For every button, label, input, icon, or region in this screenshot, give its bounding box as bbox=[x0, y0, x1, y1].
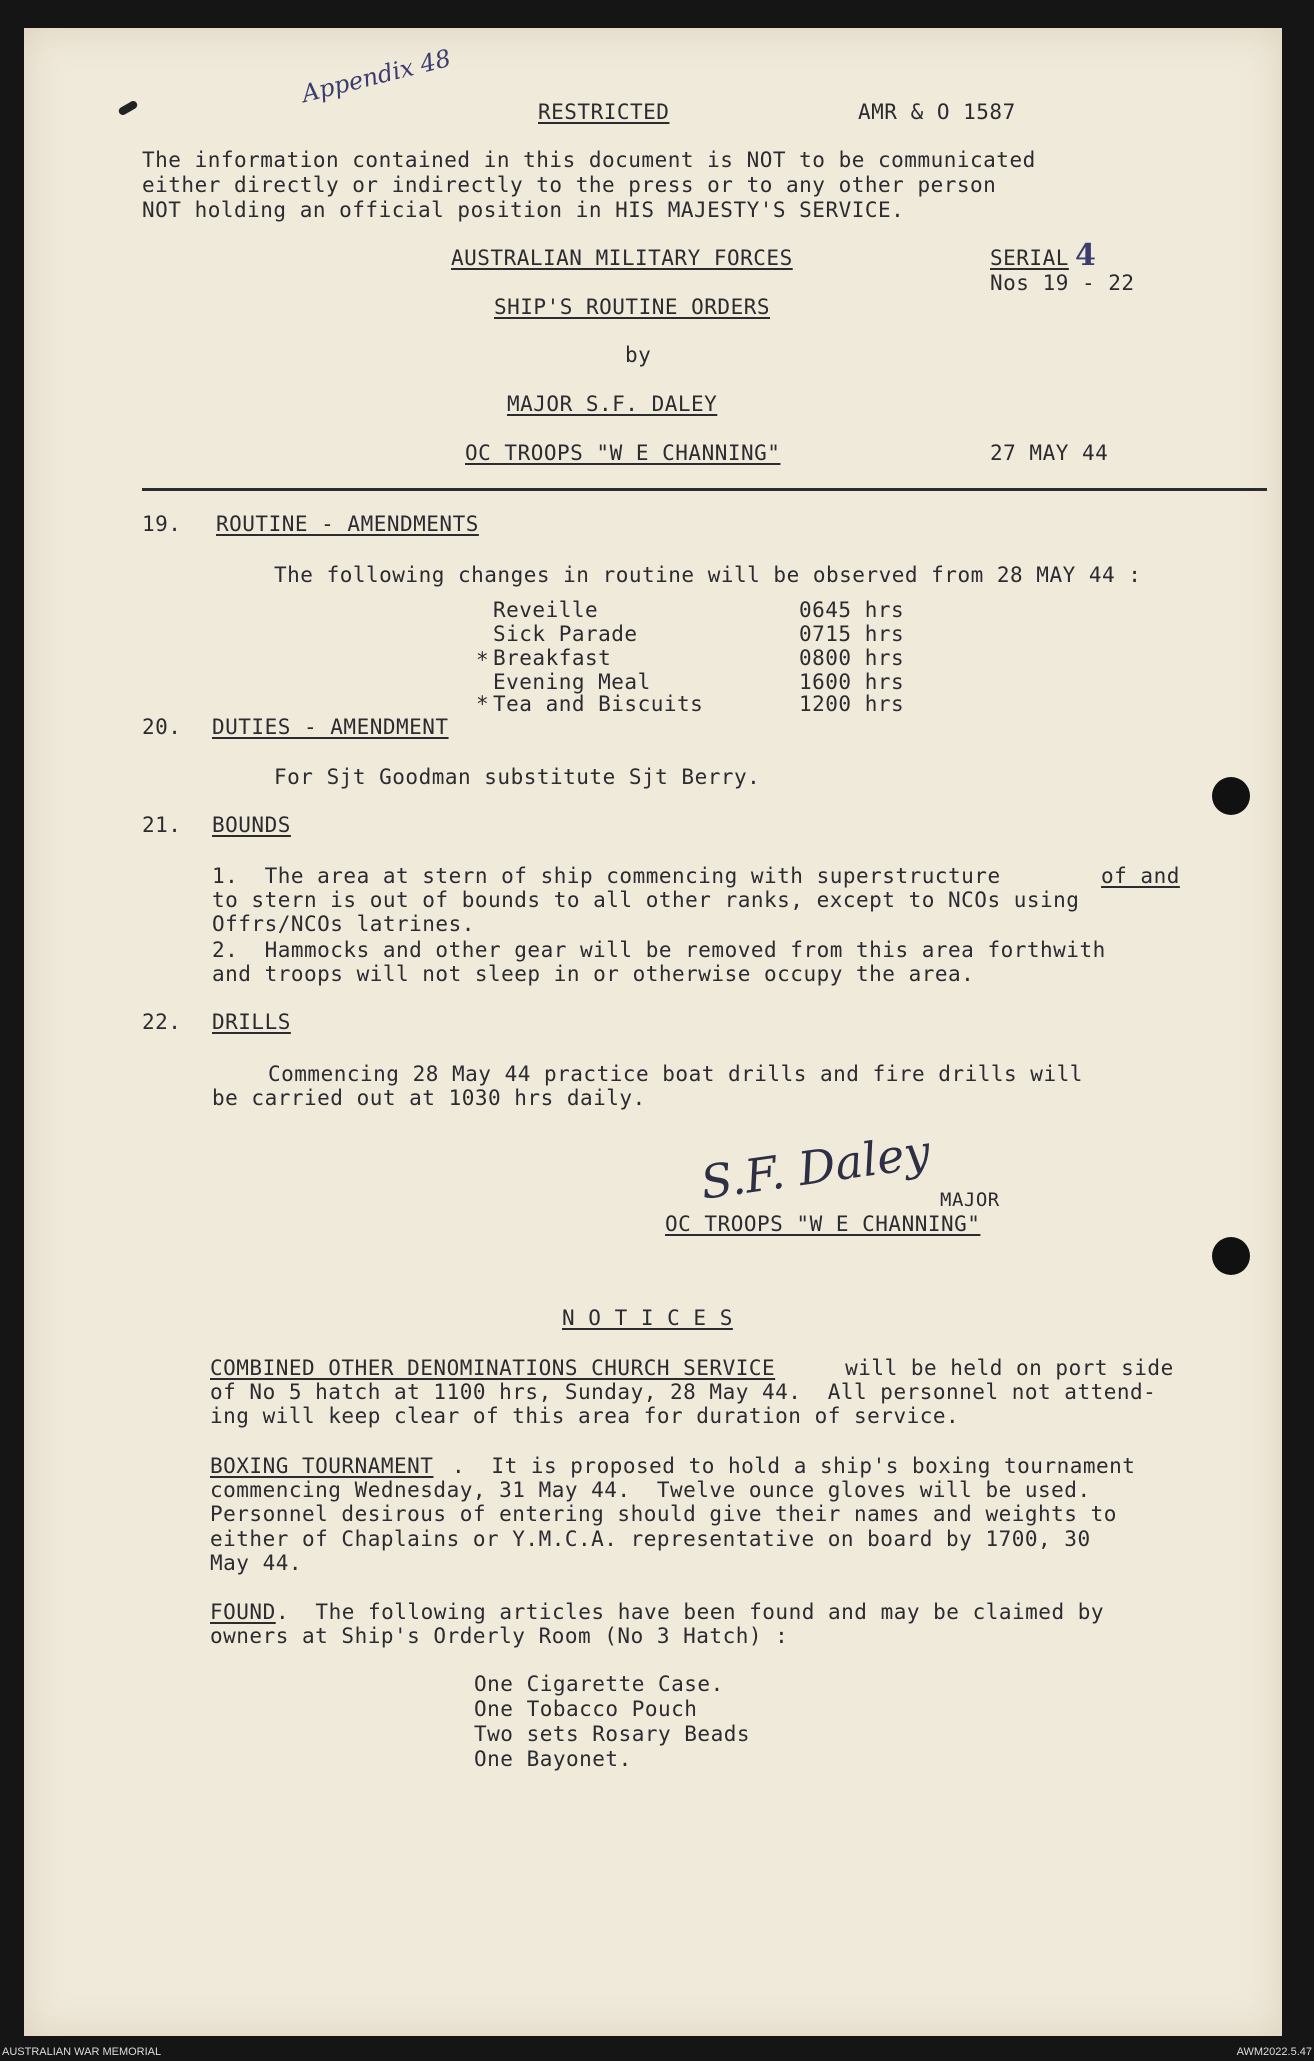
serial-numbers: Nos 19 - 22 bbox=[990, 271, 1135, 295]
order-19-intro: The following changes in routine will be observed from 28 MAY 44 : bbox=[274, 563, 1142, 587]
notice-boxing-title: BOXING TOURNAMENT bbox=[210, 1454, 434, 1478]
handwritten-serial-number: 4 bbox=[1075, 238, 1096, 273]
notice-boxing-line: either of Chaplains or Y.M.C.A. representative on board by 1700, 30 bbox=[210, 1527, 1091, 1551]
order-21-line: to stern is out of bounds to all other ranks, except to NCOs using bbox=[212, 888, 1080, 912]
oc-troops: OC TROOPS "W E CHANNING" bbox=[465, 441, 781, 465]
order-22-title: DRILLS bbox=[212, 1010, 291, 1034]
routine-time: 0715 hrs bbox=[799, 622, 905, 646]
notice-found-line: owners at Ship's Orderly Room (No 3 Hatch) : bbox=[210, 1624, 789, 1648]
organisation: AUSTRALIAN MILITARY FORCES bbox=[451, 246, 793, 270]
header-rule bbox=[142, 488, 1267, 491]
order-20-number: 20. bbox=[142, 715, 182, 739]
found-item: One Cigarette Case. bbox=[474, 1672, 724, 1696]
routine-time: 1200 hrs bbox=[799, 692, 905, 716]
issue-date: 27 MAY 44 bbox=[990, 441, 1109, 465]
routine-marker: * bbox=[476, 648, 490, 672]
found-item: Two sets Rosary Beads bbox=[474, 1722, 751, 1746]
routine-item: Evening Meal bbox=[493, 670, 651, 694]
order-21-title: BOUNDS bbox=[212, 813, 291, 837]
signatory-rank: MAJOR bbox=[940, 1189, 1000, 1211]
order-19-title: ROUTINE - AMENDMENTS bbox=[216, 512, 479, 536]
routine-item: Breakfast bbox=[493, 646, 612, 670]
order-20-title: DUTIES - AMENDMENT bbox=[212, 715, 449, 739]
warning-line-3: NOT holding an official position in HIS MAJESTY'S SERVICE. bbox=[142, 198, 905, 222]
order-21-line: 1. The area at stern of ship commencing with superstructure bbox=[212, 864, 1001, 888]
notice-boxing-line: commencing Wednesday, 31 May 44. Twelve ounce gloves will be used. bbox=[210, 1478, 1091, 1502]
notice-church-line: ing will keep clear of this area for duration of service. bbox=[210, 1404, 960, 1428]
order-22-line: Commencing 28 May 44 practice boat drills and fire drills will bbox=[268, 1062, 1083, 1086]
found-item: One Bayonet. bbox=[474, 1747, 632, 1771]
footer-accession-number: AWM2022.5.47 bbox=[1236, 2046, 1312, 2058]
notice-boxing-line: May 44. bbox=[210, 1551, 303, 1575]
notice-church-title: COMBINED OTHER DENOMINATIONS CHURCH SERVICE bbox=[210, 1356, 776, 1380]
routine-time: 0800 hrs bbox=[799, 646, 905, 670]
order-22-number: 22. bbox=[142, 1010, 182, 1034]
order-19-number: 19. bbox=[142, 512, 182, 536]
order-21-line: Offrs/NCOs latrines. bbox=[212, 912, 475, 936]
classification: RESTRICTED bbox=[538, 100, 670, 124]
order-20-text: For Sjt Goodman substitute Sjt Berry. bbox=[274, 765, 761, 789]
notice-church-line-1: will be held on port side bbox=[832, 1356, 1174, 1380]
notice-boxing-line: Personnel desirous of entering should give their names and weights to bbox=[210, 1502, 1117, 1526]
warning-line-1: The information contained in this document is NOT to be communicated bbox=[142, 148, 1036, 172]
notice-boxing-line-1: . It is proposed to hold a ship's boxing tournament bbox=[452, 1454, 1136, 1478]
routine-item: Sick Parade bbox=[493, 622, 638, 646]
punch-hole bbox=[1212, 1237, 1250, 1275]
signatory-appointment: OC TROOPS "W E CHANNING" bbox=[665, 1212, 981, 1236]
order-21-number: 21. bbox=[142, 813, 182, 837]
routine-item: Reveille bbox=[493, 598, 599, 622]
notice-church-line: of No 5 hatch at 1100 hrs, Sunday, 28 May 44. All personnel not attend- bbox=[210, 1380, 1157, 1404]
document-title: SHIP'S ROUTINE ORDERS bbox=[494, 295, 771, 319]
routine-item: Tea and Biscuits bbox=[493, 692, 704, 716]
serial-label: SERIAL bbox=[990, 246, 1069, 270]
routine-time: 0645 hrs bbox=[799, 598, 905, 622]
order-21-underlined-words: of and bbox=[1101, 864, 1180, 888]
order-21-line: and troops will not sleep in or otherwise occupy the area. bbox=[212, 962, 975, 986]
order-22-line: be carried out at 1030 hrs daily. bbox=[212, 1086, 646, 1110]
routine-time: 1600 hrs bbox=[799, 670, 905, 694]
routine-marker: * bbox=[476, 692, 490, 716]
handwritten-signature: S.F. Daley bbox=[697, 1124, 934, 1210]
order-21-line: 2. Hammocks and other gear will be removed from this area forthwith bbox=[212, 938, 1106, 962]
by-line: by bbox=[625, 343, 652, 367]
issuing-officer: MAJOR S.F. DALEY bbox=[507, 392, 718, 416]
footer-source: AUSTRALIAN WAR MEMORIAL bbox=[2, 2046, 162, 2058]
warning-line-2: either directly or indirectly to the press or to any other person bbox=[142, 173, 997, 197]
found-item: One Tobacco Pouch bbox=[474, 1697, 698, 1721]
handwritten-appendix-note: Appendix 48 bbox=[298, 43, 454, 109]
notice-found-line-1: . The following articles have been found and may be claimed by bbox=[276, 1600, 1105, 1624]
punch-hole bbox=[1212, 777, 1250, 815]
notice-found-title: FOUND bbox=[210, 1600, 276, 1624]
notices-heading: N O T I C E S bbox=[562, 1306, 733, 1330]
document-reference: AMR & O 1587 bbox=[858, 100, 1016, 124]
